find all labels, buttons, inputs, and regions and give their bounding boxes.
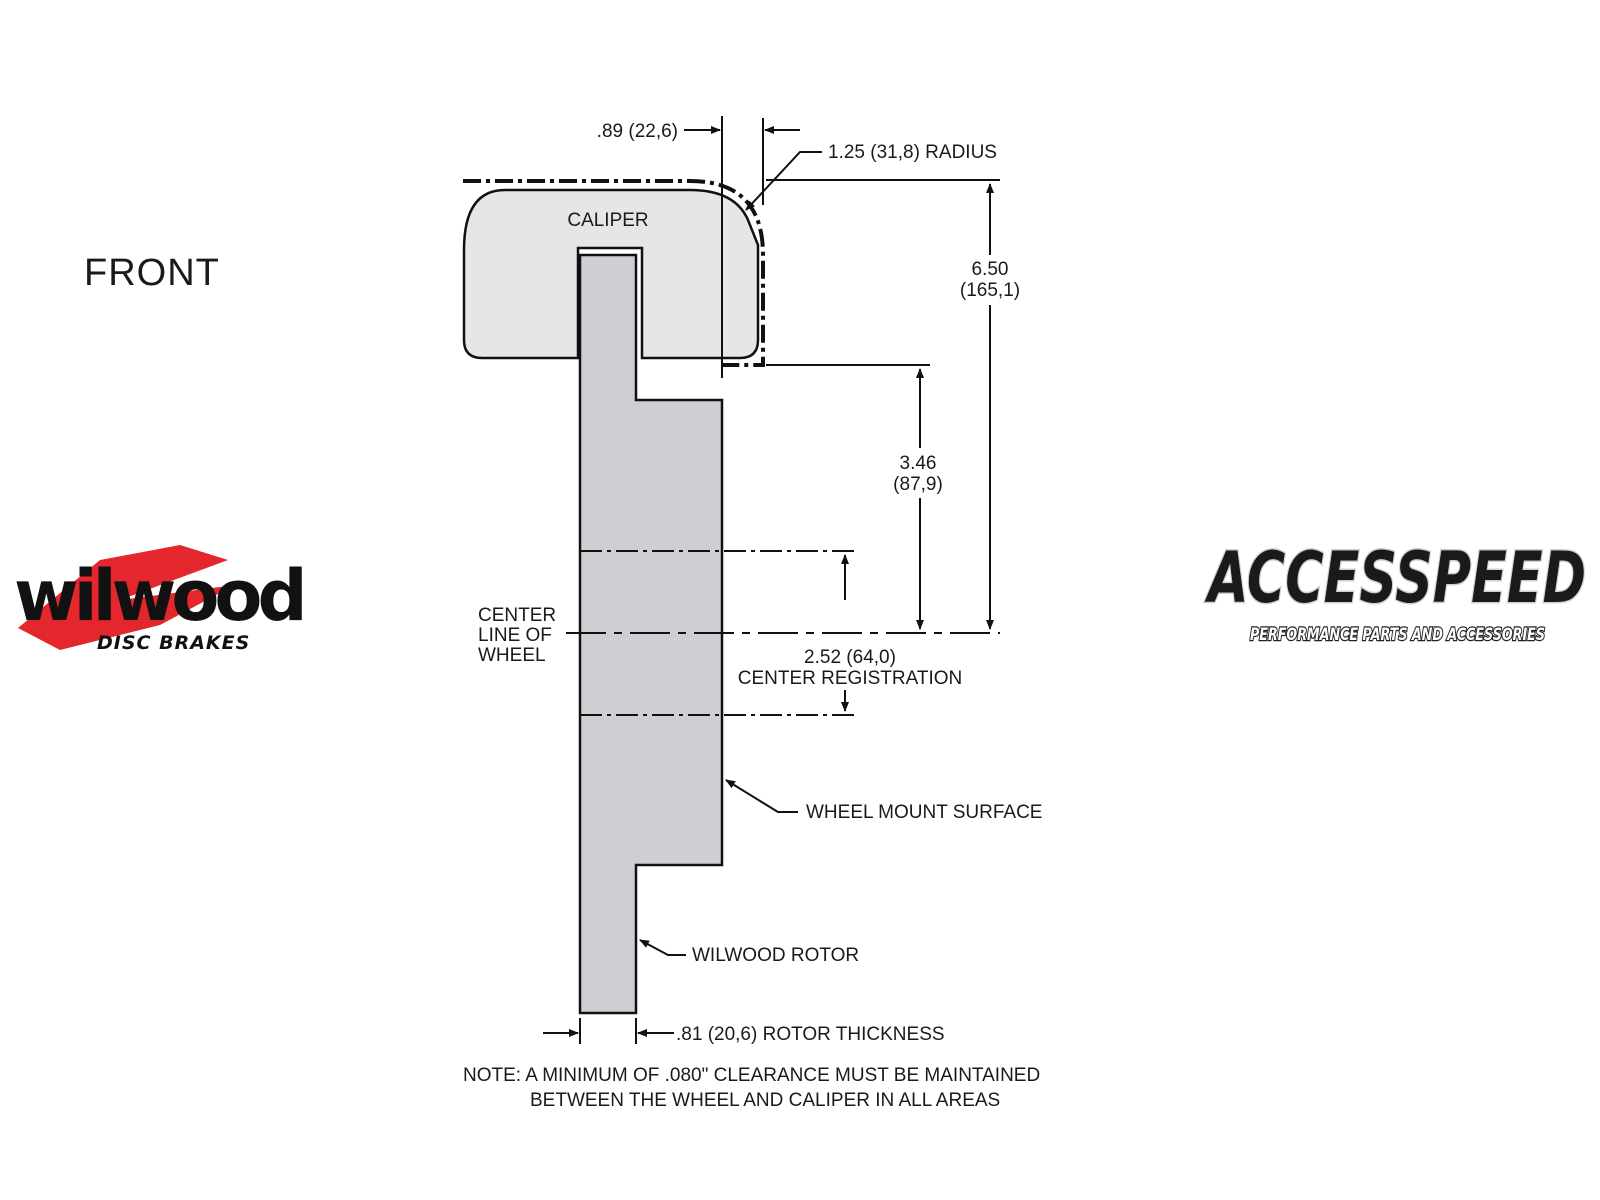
center-line-label-1: CENTER [478, 605, 557, 626]
mount-height-text-1: 3.46 [899, 453, 937, 474]
caliper-label: CALIPER [567, 210, 649, 231]
center-registration-text-2: CENTER REGISTRATION [737, 668, 963, 689]
note-line-2: BETWEEN THE WHEEL AND CALIPER IN ALL AREAS [530, 1090, 1001, 1111]
view-label: FRONT [84, 252, 220, 294]
wheel-mount-surface-label: WHEEL MOUNT SURFACE [806, 802, 1043, 823]
wilwood-rotor [566, 255, 1000, 1013]
accesspeed-logo [1204, 537, 1586, 645]
mount-height-dimension [766, 365, 955, 629]
center-line-label-2: LINE OF [478, 625, 552, 646]
center-line-label-3: WHEEL [478, 645, 546, 666]
overall-height-dimension [766, 180, 1025, 629]
wilwood-tagline: DISC BRAKES [97, 632, 251, 654]
rotor-label: WILWOOD ROTOR [692, 945, 860, 966]
wilwood-wordmark: wilwood [14, 555, 303, 637]
mount-height-text-2: (87,9) [893, 474, 943, 495]
note-line-1: NOTE: A MINIMUM OF .080" CLEARANCE MUST BE MAINTAINED [463, 1065, 1041, 1086]
caliper-offset-text: .89 (22,6) [596, 121, 678, 142]
rotor-callout [640, 940, 859, 966]
accesspeed-tagline: PERFORMANCE PARTS AND ACCESSORIES [1250, 625, 1545, 645]
overall-height-text-1: 6.50 [971, 259, 1009, 280]
overall-height-text-2: (165,1) [959, 280, 1021, 301]
radius-callout [746, 142, 997, 210]
rotor-thickness-dimension [543, 1018, 945, 1045]
radius-text: 1.25 (31,8) RADIUS [828, 142, 997, 163]
wheel-mount-surface-callout [726, 780, 1042, 823]
accesspeed-wordmark: ACCESSPEED [1204, 537, 1586, 619]
wilwood-logo [14, 545, 303, 654]
rotor-thickness-text: .81 (20,6) ROTOR THICKNESS [676, 1024, 945, 1045]
center-registration-text-1: 2.52 (64,0) [804, 647, 896, 668]
